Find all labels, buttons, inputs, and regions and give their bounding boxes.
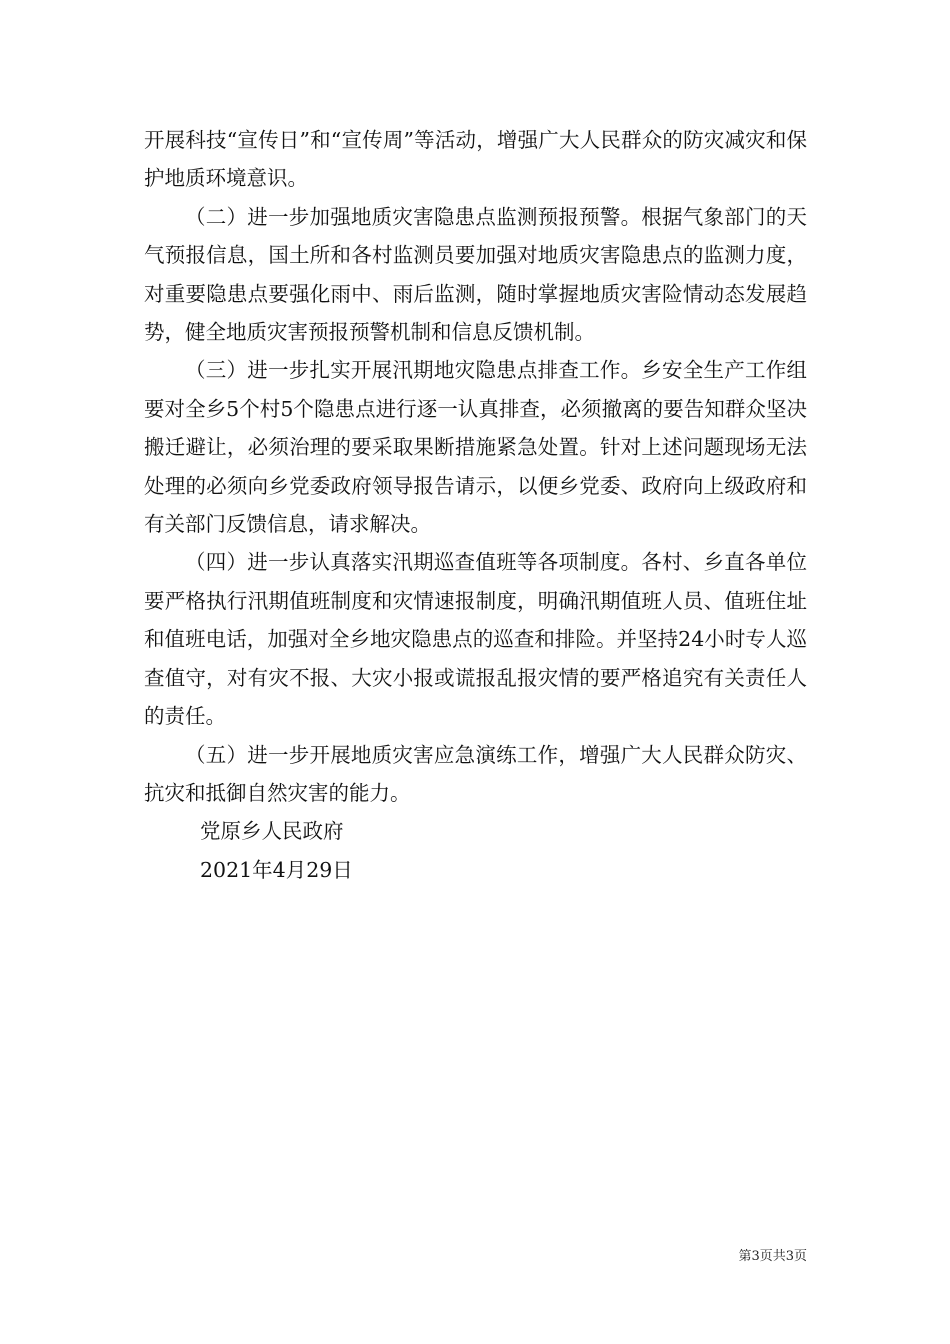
paragraph-item-5: （五）进一步开展地质灾害应急演练工作，增强广大人民群众防灾、抗灾和抵御自然灾害的能力。 (144, 742, 807, 805)
signature-org: 党原乡人民政府 (200, 819, 344, 844)
paragraph-continuation: 开展科技“宣传日”和“宣传周”等活动，增强广大人民群众的防灾减灾和保护地质环境意识。 (144, 128, 807, 191)
page-number: 第3页共3页 (738, 1249, 807, 1264)
document-body (144, 121, 807, 889)
paragraph-item-4: （四）进一步认真落实汛期巡查值班等各项制度。各村、乡直各单位要严格执行汛期值班制度和灾情速报制度，明确汛期值班人员、值班住址和值班电话，加强对全乡地灾隐患点的巡查和排险。并坚持24小时专人巡查值守，对有灾不报、大灾小报或谎报乱报灾情的要严格追究有关责任人的责任。 (144, 550, 807, 729)
paragraph-item-3: （三）进一步扎实开展汛期地灾隐患点排查工作。乡安全生产工作组要对全乡5个村5个隐患点进行逐一认真排查，必须撤离的要告知群众坚决搬迁避让，必须治理的要采取果断措施紧急处置。针对上述问题现场无法处理的必须向乡党委政府领导报告请示，以便乡党委、政府向上级政府和有关部门反馈信息，请求解决。 (144, 358, 807, 537)
paragraph-item-2: （二）进一步加强地质灾害隐患点监测预报预警。根据气象部门的天气预报信息，国土所和各村监测员要加强对地质灾害隐患点的监测力度，对重要隐患点要强化雨中、雨后监测，随时掌握地质灾害险情动态发展趋势，健全地质灾害预报预警机制和信息反馈机制。 (144, 204, 807, 345)
signature-date: 2021年4月29日 (200, 857, 353, 882)
